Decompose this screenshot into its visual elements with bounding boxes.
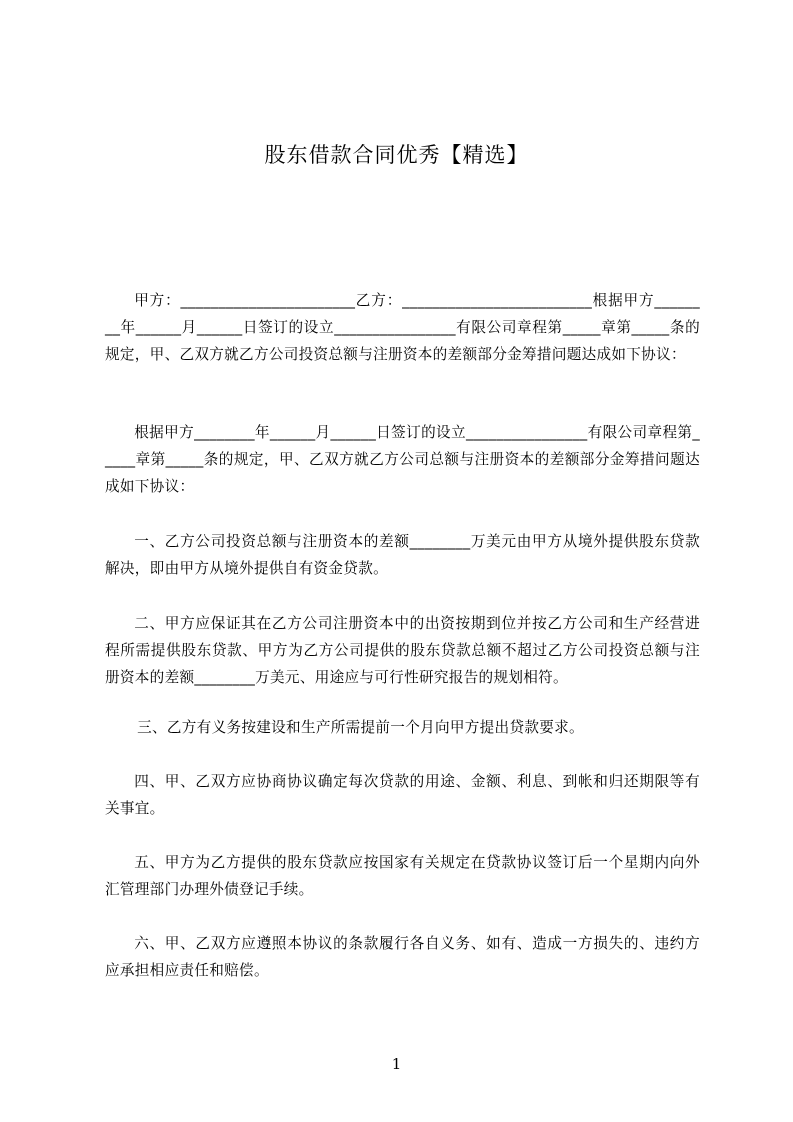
clause-4: 四、甲、乙双方应协商协议确定每次贷款的用途、金额、利息、到帐和归还期限等有关事宜。	[105, 773, 700, 817]
page-number: 1	[391, 1055, 402, 1073]
clause-6: 六、甲、乙双方应遵照本协议的条款履行各自义务、如有、造成一方损失的、违约方应承担相应责任和赔偿。	[105, 935, 700, 979]
clause-3: 三、乙方有义务按建设和生产所需提前一个月向甲方提出贷款要求。	[137, 719, 584, 736]
paragraph-parties: 甲方：_______________________乙方：_________________________根据甲方________年______月______日签订的设立________________有限公司章程第_____章第_____条的规定，甲、乙双方就乙方公司投资总额与注册资本的差额部分金筹措问题达成如下协议：	[105, 292, 700, 363]
clause-1: 一、乙方公司投资总额与注册资本的差额________万美元由甲方从境外提供股东贷款解决，即由甲方从境外提供自有资金贷款。	[105, 533, 700, 577]
paragraph-basis: 根据甲方________年______月______日签订的设立________________有限公司章程第_____章第_____条的规定，甲、乙双方就乙方公司总额与注册资本的差额部分金筹措问题达成如下协议：	[105, 424, 700, 495]
document-title: 股东借款合同优秀【精选】	[264, 143, 529, 167]
clause-2: 二、甲方应保证其在乙方公司注册资本中的出资按期到位并按乙方公司和生产经营进程所需提供股东贷款、甲方为乙方公司提供的股东贷款总额不超过乙方公司投资总额与注册资本的差额________万美元、用途应与可行性研究报告的规划相符。	[105, 615, 700, 686]
clause-5: 五、甲方为乙方提供的股东贷款应按国家有关规定在贷款协议签订后一个星期内向外汇管理部门办理外债登记手续。	[105, 854, 700, 898]
